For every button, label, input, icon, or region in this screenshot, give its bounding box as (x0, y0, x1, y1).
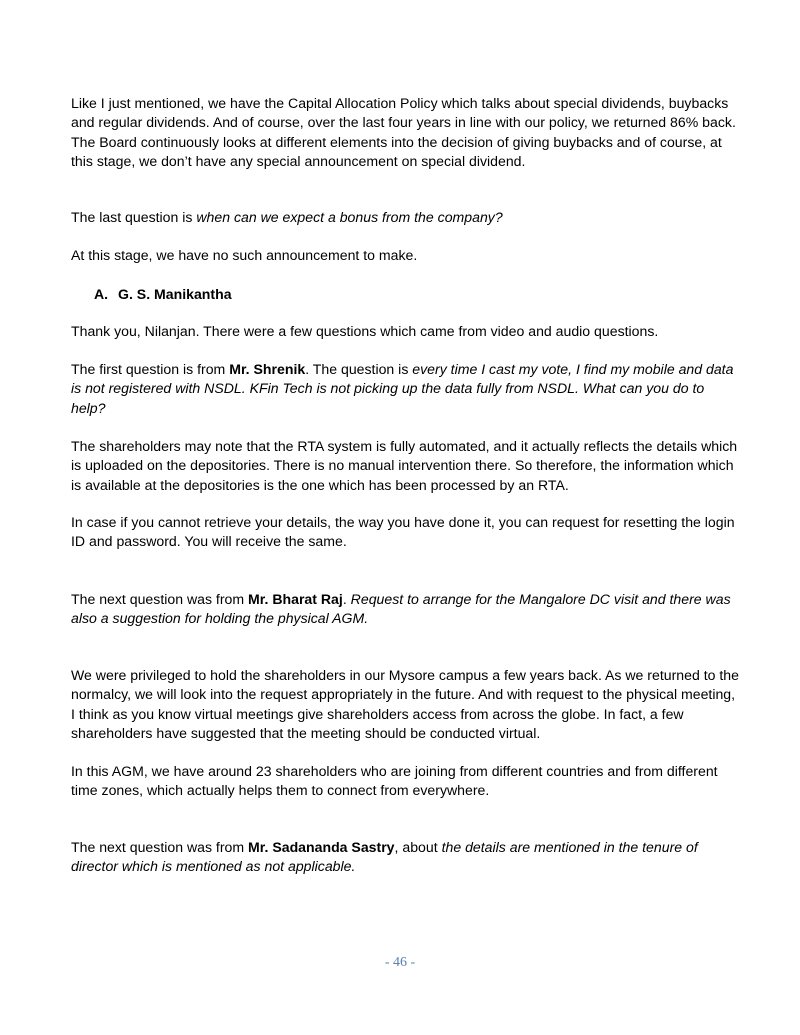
paragraph-capital-allocation: Like I just mentioned, we have the Capital Allocation Policy which talks about special dividends, buybacks and regular dividends. And of course, over the last four years in line with our policy, we returned 86% back. The Board continuously looks at different elements into the decision of giving buybacks and of course, at this stage, we don’t have any special announcement on special dividend. (71, 95, 736, 169)
sastry-name: Mr. Sadananda Sastry (248, 839, 395, 855)
paragraph-agm-shareholders: In this AGM, we have around 23 shareholders who are joining from different countries and from different time zones, which actually helps them to connect from everywhere. (71, 763, 718, 799)
paragraph-bonus-question (71, 208, 741, 227)
sastry-lead: The next question was from (71, 839, 249, 855)
shrenik-mid: . The question is (305, 361, 413, 377)
paragraph-sastry-question (71, 838, 741, 877)
bharat-mid: . (342, 591, 351, 607)
shrenik-question-text: every time I cast my vote, I find my mobile and data is not registered with NSDL. KFin Tech is not picking up the data fully from NSDL. What can you do to help? (71, 361, 734, 416)
shrenik-name: Mr. Shrenik (229, 361, 306, 377)
paragraph-no-announcement: At this stage, we have no such announcement to make. (71, 247, 418, 263)
section-heading-marker: A. (94, 286, 109, 302)
paragraph-rta-system: The shareholders may note that the RTA system is fully automated, and it actually reflects the details which is uploaded on the depositories. There is no manual intervention there. So therefore, the information which is available at the depositories is the one which has been processed by an RTA. (71, 438, 738, 493)
bharat-lead: The next question was from (71, 591, 249, 607)
bharat-name: Mr. Bharat Raj (248, 591, 343, 607)
sastry-mid: , about (394, 839, 442, 855)
bonus-question-lead: The last question is (71, 209, 197, 225)
paragraph-thank-you: Thank you, Nilanjan. There were a few questions which came from video and audio questions. (71, 323, 659, 339)
section-heading (94, 285, 232, 304)
bharat-question-text: Request to arrange for the Mangalore DC visit and there was also a suggestion for holding the physical AGM. (71, 591, 731, 627)
shrenik-lead: The first question is from (71, 361, 230, 377)
page-number: - 46 - (384, 955, 416, 970)
paragraph-bharat-question (71, 590, 741, 629)
paragraph-reset-login: In case if you cannot retrieve your details, the way you have done it, you can request for resetting the login ID and password. You will receive the same. (71, 514, 735, 550)
sastry-question-text: the details are mentioned in the tenure of director which is mentioned as not applicable. (71, 839, 698, 875)
paragraph-shrenik-question (71, 360, 741, 418)
paragraph-mysore-campus: We were privileged to hold the shareholders in our Mysore campus a few years back. As we returned to the normalcy, we will look into the request appropriately in the future. And with request to the physical meeting, I think as you know virtual meetings give shareholders access from across the globe. In fact, a few shareholders have suggested that the meeting should be conducted virtual. (71, 667, 739, 741)
section-heading-name: G. S. Manikantha (118, 286, 232, 302)
bonus-question-text: when can we expect a bonus from the company? (196, 209, 503, 225)
